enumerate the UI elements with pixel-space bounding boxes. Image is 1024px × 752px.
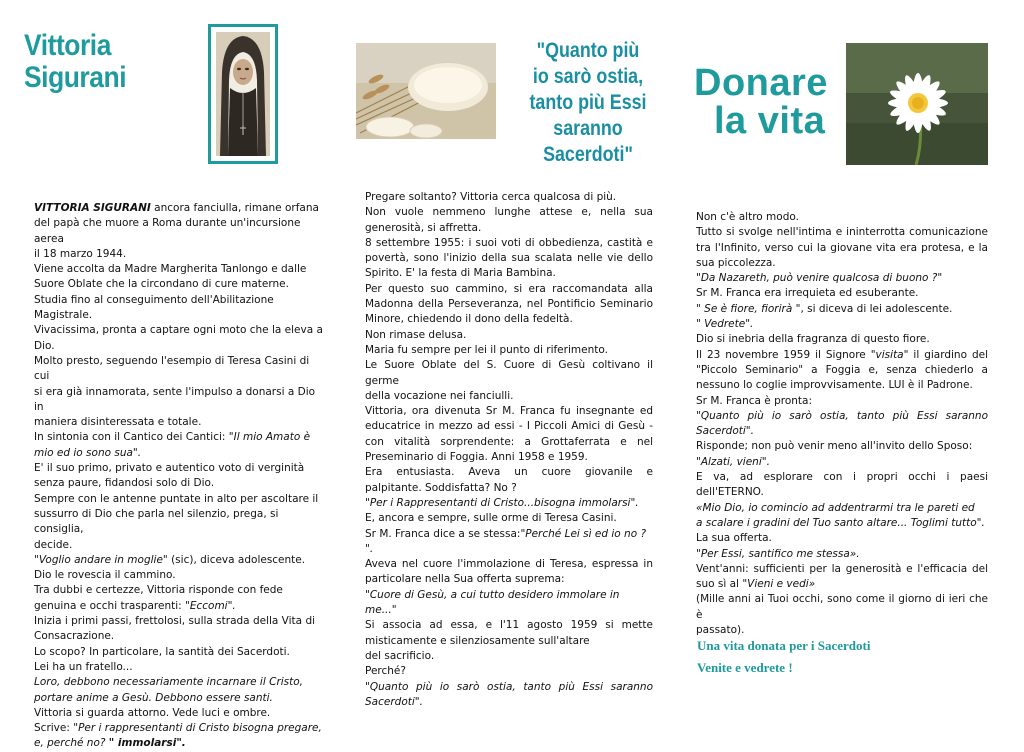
nun-portrait-image — [216, 32, 270, 156]
text-line — [34, 568, 324, 583]
text-run: Perché? — [365, 665, 406, 678]
text-run: "Quanto più io sarò ostia, tanto più Essi saranno — [365, 680, 653, 693]
text-run: "Il mio Amato è — [228, 431, 311, 444]
text-line — [696, 225, 988, 240]
text-run: Sr M. Franca dice a se stessa: — [365, 527, 521, 540]
text-run: E va, ad esplorare con i propri occhi i paesi — [696, 471, 988, 484]
text-run: Vent'anni: sufficienti per la generosità e l'efficacia del — [696, 562, 988, 575]
text-line — [696, 562, 988, 577]
text-run: Inizia i primi passi, frettolosi, sulla strada della Vita di — [34, 615, 316, 628]
text-run: Era entusiasta. Aveva un cuore giovanile e — [365, 466, 653, 479]
text-run: Non vuole nemmeno lunghe attese e, nella sua — [365, 206, 653, 219]
text-run: VITTORIA SIGURANI — [34, 202, 151, 214]
text-line — [696, 394, 988, 409]
quote-title — [512, 38, 665, 168]
text-line — [696, 256, 988, 271]
text-line — [696, 516, 988, 531]
text-run: dell'ETERNO. — [696, 486, 764, 499]
text-run: "visita — [870, 348, 904, 361]
text-run: Sr M. Franca era irrequieta ed esuberante. — [696, 287, 919, 300]
text-line — [34, 201, 324, 216]
text-run: misticamente e silenziosamente sull'altare — [365, 634, 590, 647]
text-line — [34, 430, 324, 445]
text-line — [365, 511, 653, 526]
closing-line-1: Una vita donata per i Sacerdoti — [697, 638, 871, 653]
text-run: Dio si inebria della fragranza di questo fiore. — [696, 333, 930, 346]
text-run: "Alzati, vieni". — [696, 455, 770, 468]
text-run: Non rimase delusa. — [365, 328, 467, 341]
text-run: Sempre con le antenne puntate in alto per ascoltare il — [34, 492, 319, 505]
text-line — [365, 404, 653, 419]
text-run: portare anime a Gesù. Debbono essere santi. — [34, 691, 273, 704]
text-run: " Vedrete". — [696, 318, 754, 331]
text-line — [365, 649, 653, 664]
text-run: "Quanto più io sarò ostia, tanto più Essi saranno — [696, 409, 988, 422]
text-line — [365, 481, 653, 496]
text-line — [365, 221, 653, 236]
text-run: Le Suore Oblate del S. Cuore di Gesù coltivano il germe — [365, 359, 653, 387]
text-run: "Cuore di Gesù, a cui tutto desidero immolare in me..." — [365, 588, 620, 617]
text-line — [696, 317, 988, 332]
text-line — [696, 241, 988, 256]
panel3-title-line2: la vita — [714, 100, 826, 142]
text-line — [365, 465, 653, 480]
text-run: Vivacissima, pronta a captare ogni moto che la eleva a — [34, 324, 323, 337]
text-line — [34, 507, 324, 538]
text-line — [34, 216, 324, 247]
text-run: "Perché Lei sì ed io no ? ". — [365, 527, 647, 555]
text-run: mio ed io sono sua". — [34, 446, 142, 459]
text-line — [34, 721, 324, 736]
text-line — [34, 645, 324, 660]
text-run: "Vieni e vedi» — [742, 578, 816, 591]
text-line — [34, 308, 324, 323]
text-line — [696, 286, 988, 301]
text-run: suo sì al — [696, 578, 743, 591]
text-run: Consacrazione. — [34, 630, 115, 643]
text-run: sua piccolezza. — [696, 256, 776, 269]
text-run: Magistrale. — [34, 309, 93, 322]
text-line — [34, 492, 324, 507]
text-run: Lo scopo? In particolare, la santità dei Sacerdoti. — [34, 645, 290, 658]
text-run: "Da Nazareth, può venire qualcosa di buono ?" — [696, 272, 943, 285]
text-run: (sic), diceva adolescente. — [167, 553, 306, 566]
text-line — [696, 210, 988, 225]
text-line — [34, 538, 324, 553]
text-line — [696, 424, 988, 439]
text-run: Madonna della Perseveranza, nel Pontificio Seminario — [365, 298, 653, 311]
panel3-title — [694, 64, 828, 140]
text-line — [34, 736, 324, 751]
text-run: Tutto si svolge nell'intima e ininterrotta comunicazione — [696, 226, 988, 239]
text-run: decide. — [34, 538, 73, 551]
text-run: Risponde; non può venir meno all'invito dello Sposo: — [696, 440, 973, 453]
text-line — [34, 675, 324, 690]
text-line — [365, 572, 653, 587]
text-line — [34, 446, 324, 461]
text-line — [365, 282, 653, 297]
text-line — [365, 236, 653, 251]
text-run: Preseminario di Foggia. Anni 1958 e 1959. — [365, 451, 588, 464]
text-run: Il 23 novembre 1959 il Signore — [696, 348, 871, 361]
text-line — [696, 623, 988, 638]
text-run: Spirito. E' la festa di Maria Bambina. — [365, 267, 556, 280]
text-run: Minore, chiedendo il dono della fedeltà. — [365, 313, 573, 326]
text-line — [365, 297, 653, 312]
text-run: Sr M. Franca è pronta: — [696, 394, 812, 407]
text-run: il 18 marzo 1944. — [34, 247, 127, 260]
text-line — [365, 695, 653, 710]
text-run: Per questo suo cammino, si era raccomandata alla — [365, 282, 653, 295]
text-run: del papà che muore a Roma durante un'incursione aerea — [34, 217, 301, 245]
text-line — [34, 385, 324, 416]
text-line — [34, 629, 324, 644]
text-line — [34, 247, 324, 262]
text-run: sussurro di Dio che parla nel silenzio, prega, si consiglia, — [34, 507, 279, 536]
text-run: Non c'è altro modo. — [696, 211, 799, 223]
text-line — [365, 435, 653, 450]
quote-title-line2: io sarò ostia, — [532, 65, 644, 88]
text-line — [34, 660, 324, 675]
panel1-title-line2: Sigurani — [24, 61, 127, 94]
text-line — [34, 323, 324, 338]
text-run: si era già innamorata, sente l'impulso a donarsi a Dio in — [34, 385, 316, 413]
text-run: tra l'Infinito, verso cui la giovane vita era protesa, e la — [696, 241, 988, 254]
text-run: della vocazione nei fanciulli. — [365, 389, 514, 402]
text-run: Vittoria si guarda attorno. Vede luci e ombre. — [34, 706, 271, 719]
text-line — [696, 348, 988, 363]
text-line — [696, 271, 988, 286]
text-line — [365, 419, 653, 434]
text-run: povertà, sono l'inizio della sua scalata nelle vie dello — [365, 252, 653, 265]
text-run: 8 settembre 1955: i suoi voti di obbedienza, castità e — [365, 236, 653, 249]
text-run: (Mille anni ai Tuoi occhi, sono come il giorno di ieri che è — [696, 593, 988, 621]
text-line — [365, 205, 653, 220]
text-run: Dio. — [34, 339, 55, 352]
text-line — [365, 328, 653, 343]
text-line — [696, 592, 988, 623]
text-run: Loro, debbono necessariamente incarnare il Cristo, — [34, 676, 304, 689]
text-line — [34, 339, 324, 354]
text-run: del sacrificio. — [365, 649, 435, 662]
text-line — [34, 599, 324, 614]
text-line — [696, 577, 988, 592]
text-line — [365, 527, 653, 558]
panel2-text — [365, 190, 653, 710]
text-line — [34, 691, 324, 706]
text-line — [34, 553, 324, 568]
text-run: Lei ha un fratello... — [34, 660, 133, 673]
text-run: , si diceva di lei adolescente. — [800, 302, 953, 315]
text-line — [696, 470, 988, 485]
text-line — [365, 664, 653, 679]
text-run: Sacerdoti". — [365, 695, 423, 708]
quote-title-line4: saranno Sacerdoti" — [543, 117, 633, 166]
text-run: con vitalità sorprendente: a Grottaferrata e nel — [365, 435, 653, 448]
text-run: Studia fino al conseguimento dell'Abilitazione — [34, 293, 274, 306]
panel1-text — [34, 201, 324, 752]
quote-title-line1: "Quanto più — [536, 39, 640, 62]
text-run: Suore Oblate che la circondano di cure materne. — [34, 278, 289, 291]
text-run: Vittoria, ora divenuta Sr M. Franca fu insegnante ed — [365, 405, 653, 418]
text-run: "Eccomi". — [185, 599, 236, 612]
text-run: maniera disinteressata e totale. — [34, 416, 202, 429]
text-run: La sua offerta. — [696, 532, 772, 545]
text-run: genuina e occhi trasparenti: — [34, 599, 186, 612]
text-run: a scalare i gradini del Tuo santo altare... Toglimi tutto". — [696, 516, 985, 529]
text-line — [365, 557, 653, 572]
text-line — [696, 501, 988, 516]
text-line — [365, 680, 653, 695]
text-run: In sintonia con il Cantico dei Cantici: — [34, 431, 229, 444]
text-run: Tra dubbi e certezze, Vittoria risponde con fede — [34, 584, 283, 597]
text-line — [696, 302, 988, 317]
text-line — [365, 312, 653, 327]
text-run: " Se è fiore, fiorirà " — [696, 302, 801, 315]
text-run: "Per i rappresentanti di Cristo bisogna pregare, — [73, 722, 322, 735]
text-run: senza paure, fidandosi solo di Dio. — [34, 477, 215, 490]
text-line — [696, 455, 988, 470]
text-run: "Per Essi, santifico me stessa». — [696, 547, 860, 560]
text-line — [34, 583, 324, 598]
text-line — [365, 358, 653, 389]
text-run: e, perché no? — [34, 737, 109, 750]
panel3-title-line1: Donare — [694, 62, 828, 104]
text-line — [34, 293, 324, 308]
panel1-title-line1: Vittoria — [24, 29, 111, 62]
text-run: E' il suo primo, privato e autentico voto di verginità — [34, 462, 305, 475]
text-run: "Per i Rappresentanti di Cristo...bisogna immolarsi". — [365, 496, 639, 509]
text-line — [34, 461, 324, 476]
text-line — [34, 614, 324, 629]
portrait-frame — [208, 24, 278, 164]
text-run: E, ancora e sempre, sulle orme di Teresa Casini. — [365, 512, 617, 525]
text-line — [365, 266, 653, 281]
text-line — [34, 262, 324, 277]
text-line — [365, 450, 653, 465]
text-line — [696, 409, 988, 424]
text-line — [365, 618, 653, 633]
daisy-flower-image — [846, 43, 988, 165]
text-line — [365, 190, 653, 205]
text-run: palpitante. Soddisfatta? No ? — [365, 481, 517, 494]
text-run: " immolarsi". — [108, 737, 186, 750]
text-run: "Voglio andare in moglie" — [34, 553, 168, 566]
text-run: «Mio Dio, io comincio ad addentrarmi tra le pareti ed — [696, 501, 975, 514]
text-line — [34, 476, 324, 491]
text-line — [696, 547, 988, 562]
text-line — [365, 343, 653, 358]
quote-title-line3: tanto più Essi — [529, 91, 647, 114]
host-and-wheat-image — [356, 43, 496, 139]
text-run: educatrice in mezzo ad essi - I Piccoli Amici di Gesù - — [365, 420, 653, 433]
closing-line-2: Venite e vedrete ! — [697, 660, 793, 675]
text-line — [365, 588, 653, 619]
text-run: particolare nella Sua offerta suprema: — [365, 573, 565, 586]
text-run: Molto presto, seguendo l'esempio di Teresa Casini di cui — [34, 354, 310, 383]
text-run: Pregare soltanto? Vittoria cerca qualcosa di più. — [365, 191, 617, 203]
text-run: ancora fanciulla, rimane orfana — [150, 202, 319, 214]
text-run: " il giardino del — [903, 348, 988, 361]
text-line — [696, 439, 988, 454]
text-run: Scrive: — [34, 722, 74, 735]
text-run: Maria fu sempre per lei il punto di riferimento. — [365, 343, 608, 356]
text-line — [696, 531, 988, 546]
text-run: Dio le rovescia il cammino. — [34, 569, 176, 582]
text-run: generosità, si affretta. — [365, 221, 482, 234]
text-run: Viene accolta da Madre Margherita Tanlongo e dalle — [34, 263, 307, 276]
text-run: Aveva nel cuore l'immolazione di Teresa, espressa in — [365, 558, 653, 571]
panel1-title — [24, 30, 126, 94]
text-run: Sacerdoti". — [696, 425, 754, 438]
text-line — [696, 378, 988, 393]
text-line — [696, 485, 988, 500]
text-line — [365, 251, 653, 266]
text-line — [696, 332, 988, 347]
text-line — [34, 415, 324, 430]
text-line — [696, 363, 988, 378]
text-line — [34, 277, 324, 292]
text-run: Si associa ad essa, e l'11 agosto 1959 si mette — [365, 619, 653, 632]
text-line — [365, 496, 653, 511]
text-run: "Piccolo Seminario" a Foggia e, senza chiederlo a — [696, 363, 988, 376]
text-line — [365, 389, 653, 404]
text-line — [34, 354, 324, 385]
text-run: nessuno lo coglie improvvisamente. LUI è il Padrone. — [696, 379, 973, 392]
text-run: passato). — [696, 624, 745, 637]
text-line — [365, 634, 653, 649]
panel3-text — [696, 210, 988, 638]
text-line — [34, 706, 324, 721]
